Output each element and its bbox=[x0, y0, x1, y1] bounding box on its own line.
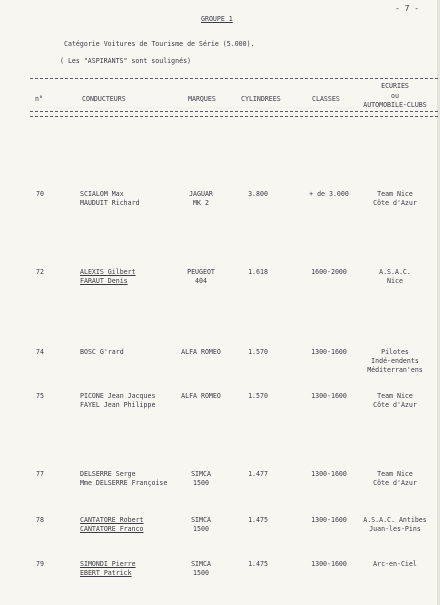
entry-number: 77 bbox=[36, 470, 44, 478]
entry-marque: ALFA ROMEO bbox=[181, 392, 221, 400]
entry-classe: 1300-1600 bbox=[311, 470, 347, 478]
entry-driver-1: CANTATORE Robert bbox=[80, 516, 144, 524]
entry-club-1: Team Nice bbox=[377, 470, 413, 478]
entry-club-1: A.S.A.C. bbox=[379, 268, 411, 276]
entry-club-2: Nice bbox=[387, 277, 403, 285]
entry-marque-model: 1500 bbox=[193, 479, 209, 487]
entry-driver-2: CANTATORE Franco bbox=[80, 525, 144, 533]
entry-marque-model: 404 bbox=[195, 277, 207, 285]
entry-driver-1: BOSC G'rard bbox=[80, 348, 124, 356]
entry-club-3: Méditerran'ens bbox=[367, 366, 423, 374]
entry-classe: + de 3.000 bbox=[309, 190, 349, 198]
entry-classe: 1300-1600 bbox=[311, 392, 347, 400]
entry-marque: JAGUAR bbox=[189, 190, 213, 198]
header-rule-bottom bbox=[30, 116, 438, 117]
entry-driver-2: FARAUT Denis bbox=[80, 277, 128, 285]
entry-cylindree: 1.477 bbox=[248, 470, 268, 478]
entry-classe: 1300-1600 bbox=[311, 516, 347, 524]
entry-number: 75 bbox=[36, 392, 44, 400]
entry-marque-model: 1500 bbox=[193, 569, 209, 577]
entry-classe: 1300-1600 bbox=[311, 560, 347, 568]
aspirants-note: ( Les "ASPIRANTS" sont soulignés) bbox=[60, 57, 192, 65]
entry-classe: 1300-1600 bbox=[311, 348, 347, 356]
header-conducteurs: CONDUCTEURS bbox=[82, 95, 126, 103]
entry-club-2: Indé-endents bbox=[371, 357, 419, 365]
entry-club-2: Côte d'Azur bbox=[373, 479, 417, 487]
page-number: - 7 - bbox=[395, 4, 420, 13]
entry-marque: PEUGEOT bbox=[187, 268, 215, 276]
entry-driver-2: FAYEL Jean Philippe bbox=[80, 401, 156, 409]
header-ecuries-ou: ou bbox=[391, 92, 399, 100]
entry-club-1: A.S.A.C. Antibes bbox=[363, 516, 427, 524]
entry-club-2: Côte d'Azur bbox=[373, 401, 417, 409]
entry-club-2: Côte d'Azur bbox=[373, 199, 417, 207]
entry-club-1: Pilotes bbox=[381, 348, 409, 356]
entry-marque: SIMCA bbox=[191, 516, 211, 524]
entry-club-1: Arc-en-Ciel bbox=[373, 560, 417, 568]
entry-number: 74 bbox=[36, 348, 44, 356]
entry-marque-model: MK 2 bbox=[193, 199, 209, 207]
entry-number: 79 bbox=[36, 560, 44, 568]
entry-number: 72 bbox=[36, 268, 44, 276]
header-automobile-clubs: AUTOMOBILE-CLUBS bbox=[363, 101, 427, 109]
entry-driver-1: SIMONDI Pierre bbox=[80, 560, 136, 568]
entry-driver-1: ALEXIS Gilbert bbox=[80, 268, 136, 276]
entry-marque: SIMCA bbox=[191, 560, 211, 568]
entry-cylindree: 1.570 bbox=[248, 392, 268, 400]
header-rule-mid bbox=[30, 111, 438, 112]
entry-marque: SIMCA bbox=[191, 470, 211, 478]
groupe-title: GROUPE 1 bbox=[201, 15, 233, 23]
entry-club-2: Juan-les-Pins bbox=[369, 525, 421, 533]
entry-driver-1: SCIALOM Max bbox=[80, 190, 124, 198]
entry-driver-2: EBERT Patrick bbox=[80, 569, 132, 577]
entry-number: 78 bbox=[36, 516, 44, 524]
header-no: n° bbox=[35, 95, 43, 103]
header-rule-top bbox=[30, 78, 438, 79]
entry-cylindree: 3.800 bbox=[248, 190, 268, 198]
entry-cylindree: 1.570 bbox=[248, 348, 268, 356]
entry-driver-2: Mme DELSERRE Françoise bbox=[80, 479, 168, 487]
header-classes: CLASSES bbox=[312, 95, 340, 103]
entry-classe: 1600-2000 bbox=[311, 268, 347, 276]
entry-driver-1: PICONE Jean Jacques bbox=[80, 392, 156, 400]
entry-cylindree: 1.618 bbox=[248, 268, 268, 276]
entry-marque: ALFA ROMEO bbox=[181, 348, 221, 356]
categorie-line: Catégorie Voitures de Tourisme de Série (5.000). bbox=[64, 40, 255, 48]
entry-cylindree: 1.475 bbox=[248, 516, 268, 524]
header-marques: MARQUES bbox=[188, 95, 216, 103]
entry-club-1: Team Nice bbox=[377, 392, 413, 400]
entry-marque-model: 1500 bbox=[193, 525, 209, 533]
entry-cylindree: 1.475 bbox=[248, 560, 268, 568]
entry-club-1: Team Nice bbox=[377, 190, 413, 198]
entry-driver-1: DELSERRE Serge bbox=[80, 470, 136, 478]
entry-driver-2: MAUDUIT Richard bbox=[80, 199, 140, 207]
header-ecuries: ECURIES bbox=[381, 82, 409, 90]
entry-number: 70 bbox=[36, 190, 44, 198]
header-cylindrees: CYLINDREES bbox=[241, 95, 281, 103]
